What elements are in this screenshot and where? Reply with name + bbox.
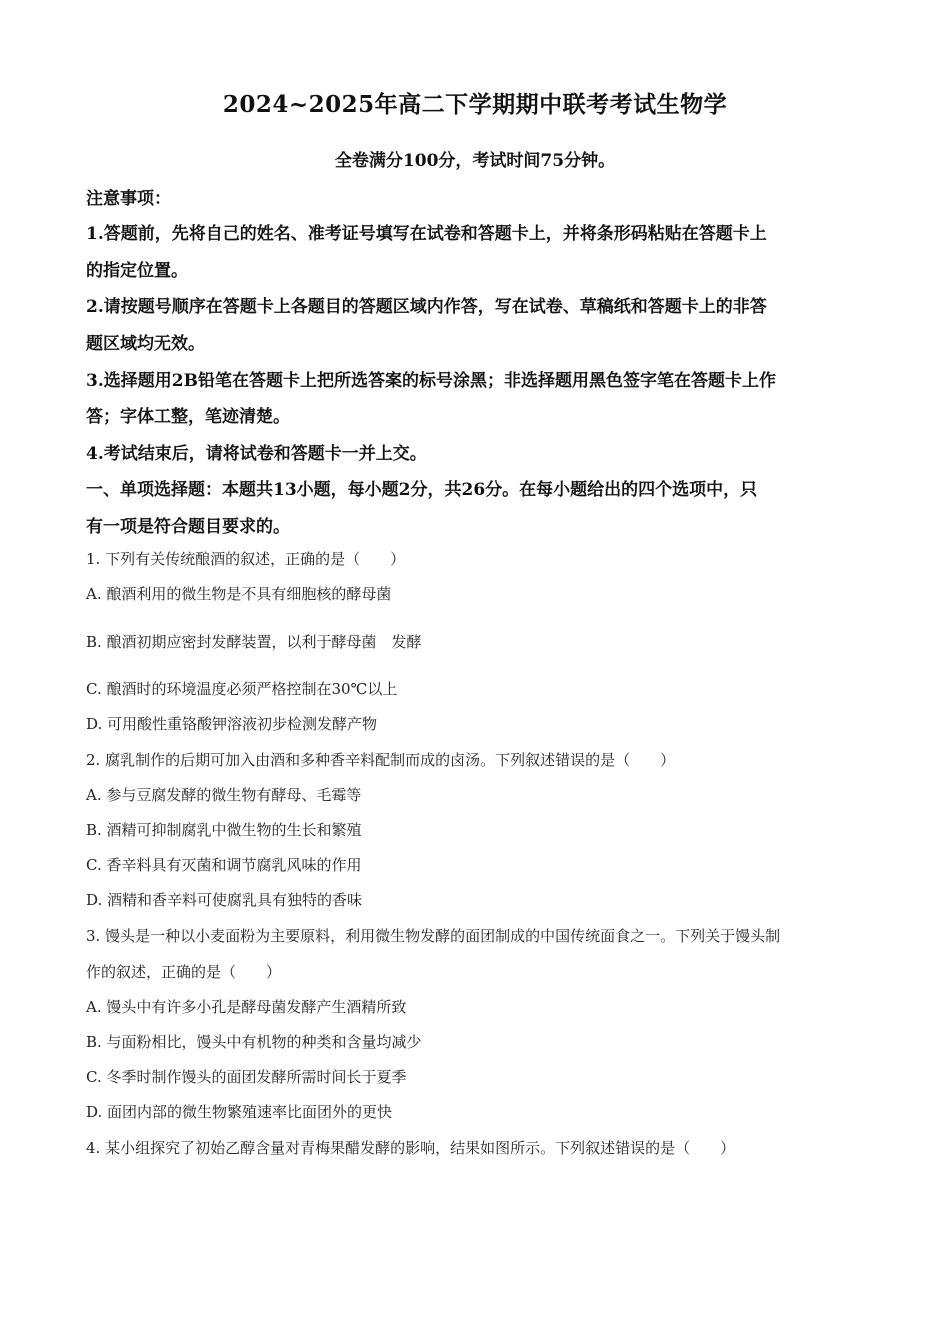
- option-a: A. 酿酒利用的微生物是不具有细胞核的酵母菌: [86, 585, 392, 603]
- section-heading-cont: 有一项是符合题目要求的。: [86, 517, 290, 537]
- option-a: A. 参与豆腐发酵的微生物有酵母、毛霉等: [86, 786, 362, 804]
- notice-heading: 注意事项：: [86, 189, 171, 209]
- option-d: D. 酒精和香辛料可使腐乳具有独特的香味: [86, 891, 363, 909]
- question-stem: 3. 馒头是一种以小麦面粉为主要原料，利用微生物发酵的面团制成的中国传统面食之一。下列关于馒头制: [86, 927, 781, 945]
- notice-line: 3.选择题用2B铅笔在答题卡上把所选答案的标号涂黑；非选择题用黑色签字笔在答题卡上作: [86, 371, 776, 391]
- option-c: C. 香辛料具有灭菌和调节腐乳风味的作用: [86, 856, 362, 874]
- option-c: C. 冬季时制作馒头的面团发酵所需时间长于夏季: [86, 1068, 407, 1086]
- section-heading: 一、单项选择题：本题共13小题，每小题2分，共26分。在每小题给出的四个选项中，只: [86, 480, 758, 500]
- option-d: D. 可用酸性重铬酸钾溶液初步检测发酵产物: [86, 715, 378, 733]
- option-b: B. 酒精可抑制腐乳中微生物的生长和繁殖: [86, 821, 362, 839]
- exam-subtitle: 全卷满分100分，考试时间75分钟。: [334, 151, 616, 171]
- exam-title: 2024~2025年高二下学期期中联考考试生物学: [222, 91, 728, 118]
- question-stem-cont: 作的叙述，正确的是（ ）: [86, 963, 282, 981]
- option-b: B. 酿酒初期应密封发酵装置，以利于酵母菌 发酵: [86, 633, 422, 651]
- option-a: A. 馒头中有许多小孔是酵母菌发酵产生酒精所致: [86, 998, 407, 1016]
- notice-line: 4.考试结束后，请将试卷和答题卡一并上交。: [86, 444, 427, 464]
- question-stem: 4. 某小组探究了初始乙醇含量对青梅果醋发酵的影响，结果如图所示。下列叙述错误的是（ ）: [86, 1139, 736, 1157]
- notice-line: 的指定位置。: [86, 261, 188, 281]
- notice-line: 2.请按题号顺序在答题卡上各题目的答题区域内作答，写在试卷、草稿纸和答题卡上的非答: [86, 297, 767, 317]
- question-stem: 2. 腐乳制作的后期可加入由酒和多种香辛料配制而成的卤汤。下列叙述错误的是（ ）: [86, 751, 676, 769]
- question-stem: 1. 下列有关传统酿酒的叙述，正确的是（ ）: [86, 550, 406, 568]
- option-c: C. 酿酒时的环境温度必须严格控制在30℃以上: [86, 680, 398, 698]
- notice-line: 1.答题前，先将自己的姓名、准考证号填写在试卷和答题卡上，并将条形码粘贴在答题卡上: [86, 224, 767, 244]
- notice-line: 题区域均无效。: [86, 334, 205, 354]
- notice-line: 答；字体工整，笔迹清楚。: [86, 407, 290, 427]
- option-d: D. 面团内部的微生物繁殖速率比面团外的更快: [86, 1103, 393, 1121]
- option-b: B. 与面粉相比，馒头中有机物的种类和含量均减少: [86, 1033, 422, 1051]
